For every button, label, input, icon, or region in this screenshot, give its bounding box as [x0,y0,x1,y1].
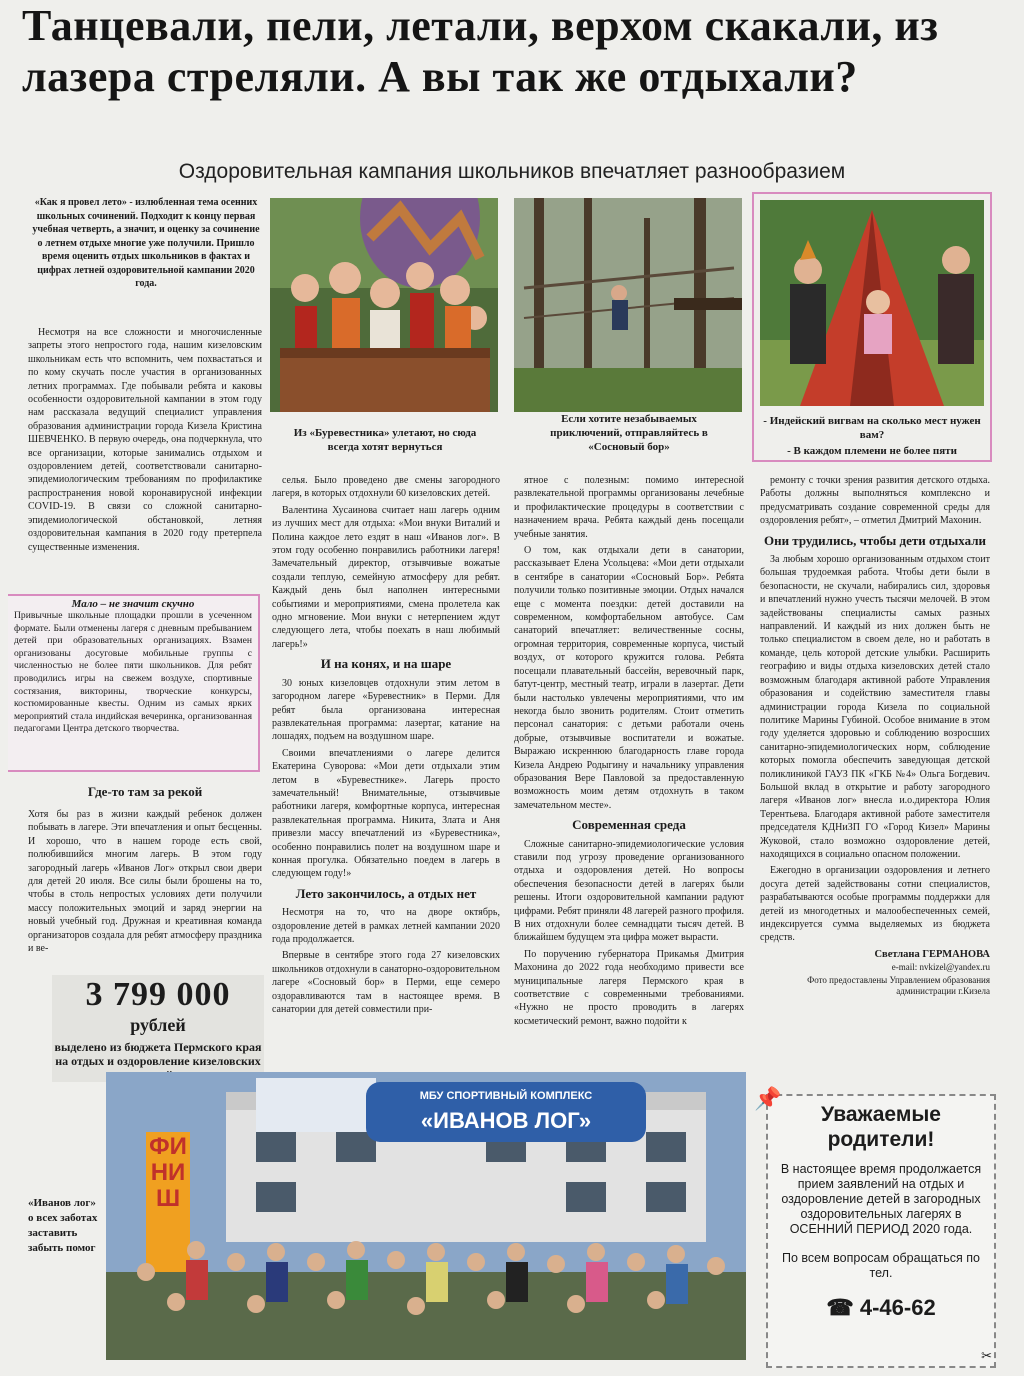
box-title: Мало – не значит скучно [71,598,195,610]
paragraph: За любым хорошо организованным отдыхом стоит большая трудоемкая работа. Чтобы дети были в безопасности, не скучали, набирались сил, здоровья и впечатлений нужно учесть тысячи мелочей. В этом задействованы специалисты самых разных направлений. И каждый из них должен быть не только специалистом в своем деле, но и работать в команде, цель которой детские улыбки. Расширить географию и виды отдыха кизеловских детей стало возможным благодаря активной работе Управления образования и содействию заместителя главы администрации города Кизела по социальной политике Марины Губиной. Особое внимание в этом году уделяется здоровью и соблюдению возросших санитарно-эпидемиологических норм, соблюдение которых помогла обеспечить заведующая детской поликлиникой ГАУЗ ПК «ГКБ №4» Ольга Богдевич. Большой вклад в открытие и работу загородного лагеря «Иванов лог» внесла и.о.директора Юлия Терентьева. Благодаря активной работе заместителя председателя КДНиЗП ГО «Город Кизел» Марины Жуковой, стало возможно оздоровление детей, находящихся в социально опасном положении. [760,554,990,860]
paragraph: Несмотря на то, что на дворе октябрь, оздоровление детей в рамках летней кампании 2020 года продолжается. [272,907,500,945]
column-2-body [272,474,500,1019]
author-email: e-mail: nvkizel@yandex.ru [891,962,990,973]
section-title: Где-то там за рекой [87,784,203,799]
intro-lead: «Как я провел лето» - излюбленная тема осенних школьных сочинений. Подходит к концу первая учебная четверть, а значит, и оценку за сочинение о летнем отдыхе многие уже получили. Пришло время оценить отдых школьников в фактах и цифрах летней оздоровительной кампании 2020 года. [32,197,260,289]
author: Светлана ГЕРМАНОВА [874,948,990,960]
paragraph: Несмотря на все сложности и многочисленные запреты этого непростого года, нашим кизеловским школьникам есть что вспомнить, чем похвастаться и по кому скучать после участия в организованных летних программах. Где побывали ребята и каковы особенности оздоровительной кампании в этом году нам рассказала ведущий специалист управления образования администрации города Кизела Кристина ШЕВЧЕНКО. В первую очередь, она подчеркнула, что все организации, которые занимались отдыхом и оздоровлением детей, соответствовали санитарно-эпидемиологическим требованиям по профилактике распространения новой коронавирусной инфекции COVID-19. В связи со сложной санитарно-эпидемиологической обстановкой, летняя оздоровительная кампания в 2020 году претерпела существенные изменения. [28,327,262,553]
section-title: И на конях, и на шаре [320,656,452,672]
paragraph: ятное с полезным: помимо интересной развлекательной программы организованы лечебные и профилактические процедуры в соответствии с назначением врача. Ребята каждый день посещали учебные занятия. [514,475,744,540]
paragraph: ремонту с точки зрения развития детского отдыха. Работы должны выполняться комплексно и предусматривать создание современной среды для оздоровления ребят», – отметил Дмитрий Махонин. [760,475,990,527]
phone-icon: ☎ [826,1295,854,1320]
paragraph: 30 юных кизеловцев отдохнули этим летом в загородном лагере «Буревестник» в Перми. Для ребят была организована интересная развлекательная программа: лазертаг, катание на лошадях, подъем на воздушном шаре. [272,677,500,743]
paragraph: О том, как отдыхали дети в санатории, рассказывает Елена Усольцева: «Мои дети отдыхали в сентябре в санатории «Сосновый Бор». Ребята получили только позитивные эмоции. Отдых начался еще с момента поездки: детей доставили на современном, комфортабельном автобусе. Сам санаторий впечатляет: величественные сосны, огромная территория, современные корпуса, чистый воздух, от которого кружится голова. Ребята посещали плавательный бассейн, веревочный парк, батут-центр, местный театр, играли в лазертаг. Дети были настолько увлечены мероприятиями, что им некогда было звонить родителям. Стоит отметить персонал санатория: с детьми работали очень добрые, отзывчивые воспитатели и вожатые. Выражаю искреннюю благодарность главе города Кизела Андрею Родыгину и начальнику управления образования Вере Павловой за предоставленную возможность моим детям отдохнуть в таком замечательном месте». [514,545,744,811]
caption-photo-3b: - В каждом племени не более пяти [787,445,957,457]
photo-balloon [270,198,498,412]
finish-banner: ФИНИШ [149,1133,187,1212]
column-1-section-2 [28,784,262,955]
money-box [52,975,264,1082]
paragraph: Валентина Хусаинова считает наш лагерь одним из лучших мест для отдыха: «Мои внуки Виталий и Полина каждое лето ездят в наш «Иванов лог». В этом году особенно понравились работники лагеря! Замечательный директор, отзывчивые вожатые создали теплую, семейную атмосферу для ребят. Каждый день был наполнен интересными событиями и мероприятиями, смена пролетела как одно мгновение. Мои внуки с нетерпением ждут следующего лета, чтобы поехать в наш любимый лагерь!» [272,504,500,650]
sidebar-box [8,594,260,772]
column-3-body [514,474,744,1031]
phone-number: 4-46-62 [859,1295,936,1320]
money-description: выделено из бюджета Пермского края на отдых и оздоровление кизеловских [54,1040,262,1068]
photo-wigwam-box [752,192,992,462]
section-text: Хотя бы раз в жизни каждый ребенок должен побывать в лагере. Эти впечатления и опыт бесценны. И хорошо, что в нашем городе есть свой, полюбившийся многим лагерь. В этом году загородный лагерь «Иванов Лог» открыл свои двери для детей 20 июля. Все силы были брошены на то, чтобы в столь непростых условиях дети получили массу положительных эмоций и заряд энергии на новый учебный год. Дружная и креативная команда организаторов создала для ребят атмосферу праздника и ве- [28,809,262,955]
headline: Танцевали, пели, летали, верхом скакали, из лазера стреляли. А вы так же отдыхали? [22,1,939,101]
scissors-icon: ✂ [981,1348,992,1363]
balloon-photo-image [270,198,498,412]
section-title: Лето закончилось, а отдых нет [295,885,477,901]
caption-photo-2: Если хотите незабываемых приключений, отправляйтесь в «Сосновый бор» [550,413,708,453]
column-1-body [28,326,262,557]
column-4-body [760,474,990,997]
box-text: Привычные школьные площадки прошли в усеченном формате. Были отменены лагеря с дневным пребыванием детей при образовательных организациях. Взамен организованы досуговые мобильные группы с численностью не более пяти школьников. Для ребят проводились игры на свежем воздухе, спортивные состязания, викторины, творческие конкурсы, костюмированные квесты. Одним из самых ярких мероприятий стала индийская вечеринка, организованная педагогами Центра детского творчества. [14,610,252,735]
photo-camp-group [106,1072,746,1360]
paragraph: Своими впечатлениями о лагере делится Екатерина Суворова: «Мои дети отдыхали этим летом в «Буревестнике». Лагерь просто замечательный! Внимательные, отзывчивые работники лагеря, комфортные корпуса, интересная развлекательная программа. Никита, Злата и Аня привезли массу впечатлений из «Буревестника», особенно понравились полет на воздушном шаре и конная прогулка. Обязательно поедем в лагерь в следующем году!» [272,747,500,880]
paragraph: По поручению губернатора Прикамья Дмитрия Махонина до 2022 года необходимо привести все муниципальные лагеря Пермского края в соответствие с современными требованиями. «Нужно не просто проводить в лагерях косметический ремонт, важно подойти к [514,948,744,1027]
sign-line-1: МБУ СПОРТИВНЫЙ КОМПЛЕКС [419,1090,593,1102]
paragraph: селья. Было проведено две смены загородного лагеря, в которых отдохнули 60 кизеловских детей. [272,475,500,500]
caption-photo-3a: - Индейский вигвам на сколько мест нужен вам? [763,415,981,441]
rope-park-photo-image [514,198,742,412]
paragraph: Впервые в сентябре этого года 27 кизеловских школьников отдохнули в санаторно-оздоровительном лагере «Сосновый бор» в Перми, еще семеро оздоравливаются там в настоящее время. В санатории для детей совместили при- [272,950,500,1016]
sign-line-2: «ИВАНОВ ЛОГ» [420,1108,592,1133]
notice-text: В настоящее время продолжается прием заявлений на отдых и оздоровление детей в загородных оздоровительных лагерях в ОСЕННИЙ ПЕРИОД 2020 года. [780,1162,982,1236]
notice-title: Уважаемые родители! [821,1103,941,1151]
wigwam-photo-image [760,200,984,406]
notice-contact: По всем вопросам обращаться по тел. [782,1251,980,1280]
pushpin-icon: 📌 [754,1086,782,1111]
money-unit: рублей [130,1015,186,1035]
paragraph: Ежегодно в организации оздоровления и летнего досуга детей задействованы сотни специалистов, разрабатываются особые программы поддержки для детей из многодетных и малообеспеченных семей, индексируется сумма выделяемых из бюджета средств. [760,865,990,944]
caption-bottom-photo: «Иванов лог» о всех заботах заставить забыть помог [28,1197,98,1254]
section-title: Современная среда [572,817,686,833]
photo-credit: Фото предоставлены Управлением образования администрации г.Кизела [807,974,990,996]
notice-box [754,1086,996,1368]
notice-phone [768,1295,994,1321]
paragraph: Сложные санитарно-эпидемиологические условия ставили под угрозу проведение организованного отдыха и оздоровления детей. Но вопросы обеспечения безопасности детей в лагерях были решены. Итоги оздоровительной кампании радуют цифрами. Ребят приняли 48 лагерей разного профиля. В них отдохнули более семнадцати тысяч детей. В ближайшем будущем эта цифра может вырасти. [514,838,744,944]
caption-photo-1: Из «Буревестника» улетают, но сюда всегда хотят вернуться [293,427,477,453]
photo-wigwam [760,200,984,406]
subheadline: Оздоровительная кампания школьников впечатляет разнообразием [178,160,846,183]
photo-rope-park [514,198,742,412]
money-amount: 3 799 000 [85,976,231,1013]
section-title: Они трудились, чтобы дети отдыхали [763,532,987,548]
